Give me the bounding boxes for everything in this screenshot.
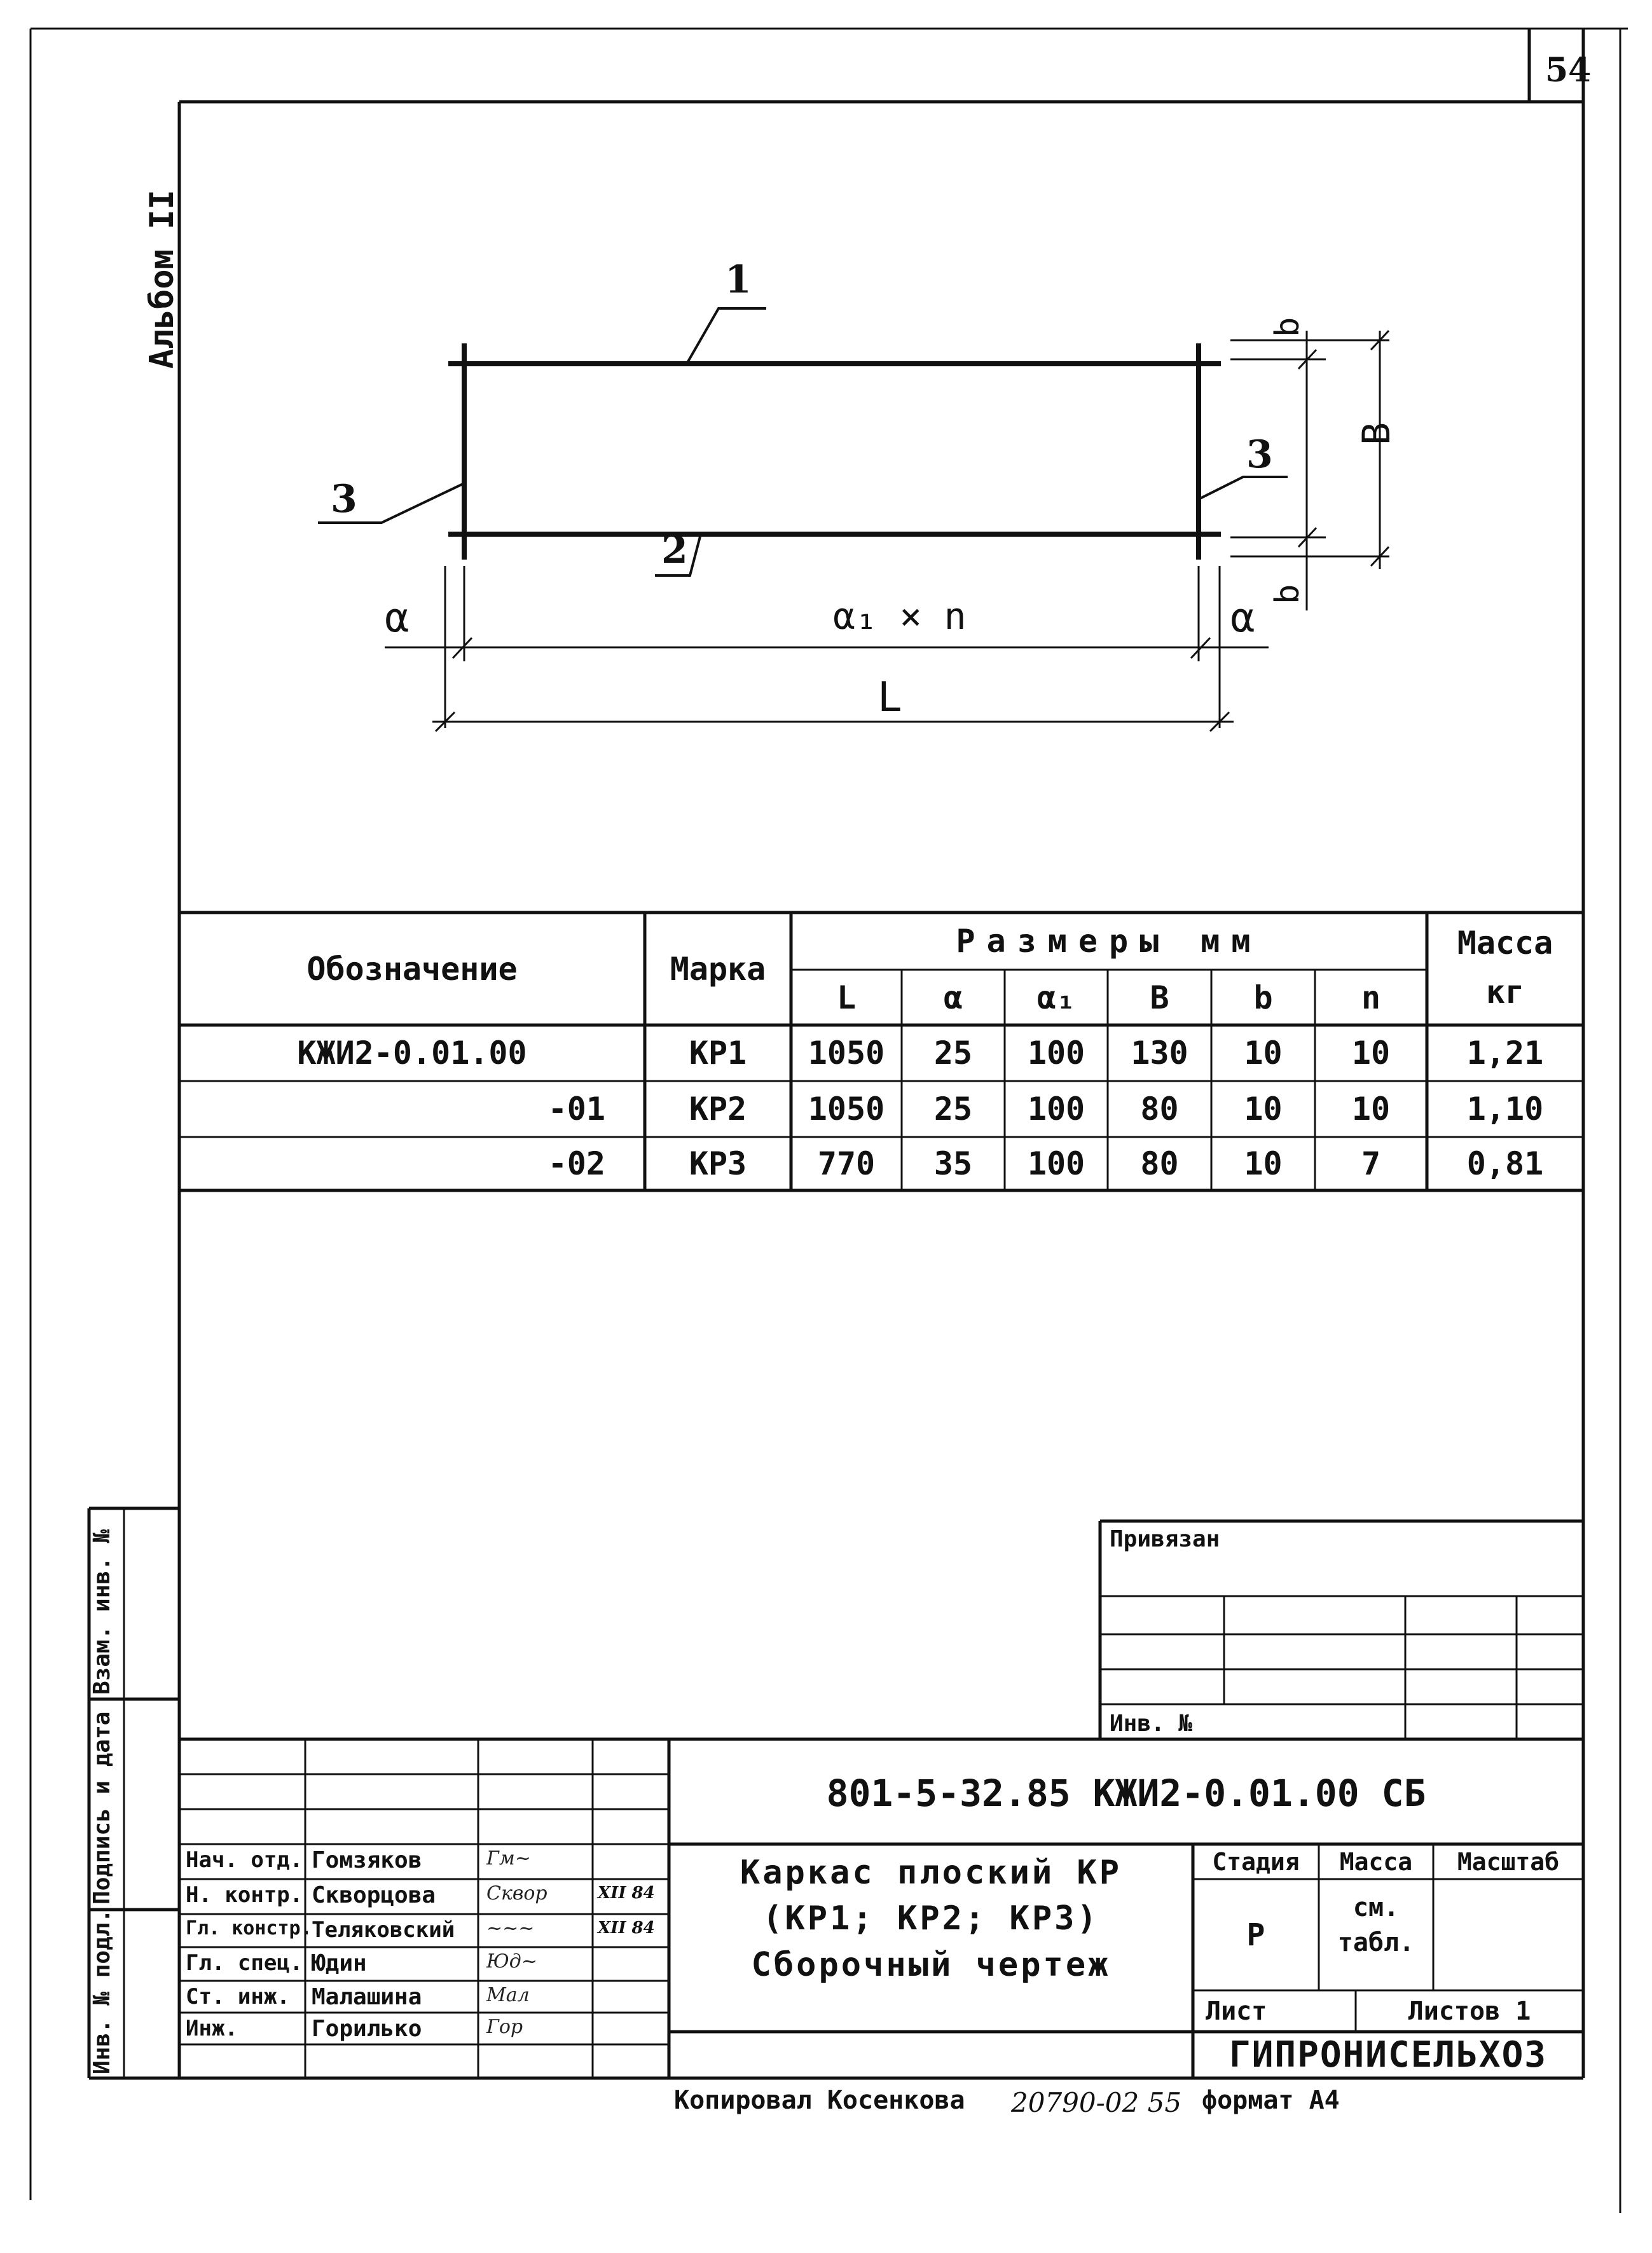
doc-title-line3: Сборочный чертеж [751, 1946, 1111, 1984]
table-row-a1: 100 [1027, 1145, 1085, 1182]
person-name: Малашина [312, 1984, 422, 2010]
sheet-label: Лист [1206, 1996, 1267, 2026]
table-row-a: 25 [933, 1035, 973, 1071]
table-row-mark: КР2 [689, 1091, 747, 1127]
dim-L: L [878, 674, 902, 721]
dim-a1n: α₁ × n [833, 595, 967, 638]
signature: Гор [486, 2016, 523, 2038]
doc-title-line1: Каркас плоский КР [740, 1854, 1122, 1892]
table-row-a: 25 [933, 1091, 973, 1127]
header-col-a: α [943, 979, 963, 1016]
table-row-L: 770 [817, 1145, 876, 1182]
header-col-n: n [1361, 979, 1381, 1016]
privyazan-inv: Инв. № [1110, 1711, 1193, 1737]
table-row-a: 35 [933, 1145, 973, 1182]
organization: ГИПРОНИСЕЛЬХОЗ [1229, 2034, 1547, 2076]
mass-value-1: см. [1353, 1893, 1400, 1922]
dim-a-right: α [1230, 595, 1255, 642]
dim-b-bottom: b [1269, 584, 1307, 604]
dim-B: B [1354, 422, 1399, 445]
header-sizes: Размеры мм [956, 923, 1262, 960]
table-row-L: 1050 [808, 1035, 885, 1071]
header-col-b: b [1253, 979, 1273, 1016]
person-name: Горилько [312, 2016, 422, 2042]
role-label: Гл. спец. [186, 1950, 303, 1976]
scale-label: Масштаб [1457, 1847, 1560, 1876]
sign-date: XII 84 [598, 1919, 655, 1938]
side-label-inv-podl: Инв. № подл. [89, 1908, 115, 2074]
table-row-B: 80 [1140, 1145, 1179, 1182]
header-col-a1: α₁ [1036, 979, 1076, 1016]
table-row-mark: КР1 [689, 1035, 747, 1071]
document-code: 801-5-32.85 КЖИ2-0.01.00 СБ [826, 1772, 1426, 1815]
table-row-designation: -02 [547, 1145, 605, 1182]
table-row-a1: 100 [1027, 1035, 1085, 1071]
table-row-b: 10 [1244, 1145, 1283, 1182]
assembly-drawing [0, 0, 1652, 827]
person-name: Скворцова [312, 1882, 436, 1908]
doc-title-line2: (КР1; КР2; КР3) [762, 1899, 1099, 1938]
person-name: Гомзяков [312, 1847, 422, 1873]
stage-value: Р [1246, 1917, 1265, 1953]
sheets-label: Листов 1 [1408, 1996, 1531, 2026]
role-label: Инж. [186, 2016, 238, 2041]
header-designation: Обозначение [306, 950, 518, 988]
footer-copied: Копировал Косенкова [674, 2086, 965, 2115]
table-row-mass: 1,21 [1466, 1035, 1544, 1071]
table-row-designation: -01 [547, 1091, 605, 1127]
role-label: Гл. констр. [186, 1917, 312, 1940]
table-row-n: 7 [1361, 1145, 1381, 1182]
table-row-B: 80 [1140, 1091, 1179, 1127]
table-row-n: 10 [1351, 1091, 1391, 1127]
dim-a-left: α [385, 595, 410, 642]
table-row-b: 10 [1244, 1035, 1283, 1071]
stage-label: Стадия [1212, 1847, 1300, 1876]
signature: Гм~ [486, 1847, 531, 1870]
footer-format: формат А4 [1202, 2086, 1340, 2115]
role-label: Нач. отд. [186, 1847, 303, 1873]
header-mark: Марка [670, 950, 766, 988]
privyazan-title: Привязан [1110, 1526, 1220, 1552]
side-label-podpis: Подпись и дата [89, 1711, 115, 1905]
role-label: Н. контр. [186, 1882, 303, 1908]
signature: Юд~ [486, 1950, 537, 1973]
table-row-designation: КЖИ2-0.01.00 [297, 1035, 527, 1071]
table-row-mass: 0,81 [1466, 1145, 1544, 1182]
album-label: Альбом II [143, 189, 181, 369]
label-3-right: 3 [1246, 432, 1273, 477]
mass-value-2: табл. [1337, 1928, 1415, 1957]
role-label: Ст. инж. [186, 1984, 290, 2009]
table-row-mass: 1,10 [1466, 1091, 1544, 1127]
header-col-L: L [836, 979, 857, 1016]
sign-date: XII 84 [598, 1884, 655, 1903]
table-row-b: 10 [1244, 1091, 1283, 1127]
header-mass: Масса [1457, 924, 1553, 961]
header-mass-unit: кг [1485, 974, 1525, 1010]
label-2: 2 [661, 528, 688, 572]
person-name: Теляковский [312, 1917, 455, 1943]
footer-number: 20790-02 55 [1011, 2087, 1182, 2118]
page-number: 54 [1545, 51, 1592, 90]
signature: ~~~ [486, 1917, 535, 1940]
table-row-L: 1050 [808, 1091, 885, 1127]
person-name: Юдин [312, 1950, 367, 1976]
label-3-left: 3 [331, 477, 357, 521]
table-row-B: 130 [1131, 1035, 1188, 1071]
header-col-B: B [1150, 979, 1169, 1016]
mass-label: Масса [1339, 1847, 1413, 1876]
side-label-vzam: Взам. инв. № [89, 1529, 115, 1695]
table-row-n: 10 [1351, 1035, 1391, 1071]
table-row-mark: КР3 [689, 1145, 747, 1182]
signature: Мал [486, 1984, 530, 2006]
label-1: 1 [725, 258, 752, 302]
table-row-a1: 100 [1027, 1091, 1085, 1127]
signature: Сквор [486, 1882, 547, 1905]
dim-b-top: b [1269, 317, 1307, 337]
